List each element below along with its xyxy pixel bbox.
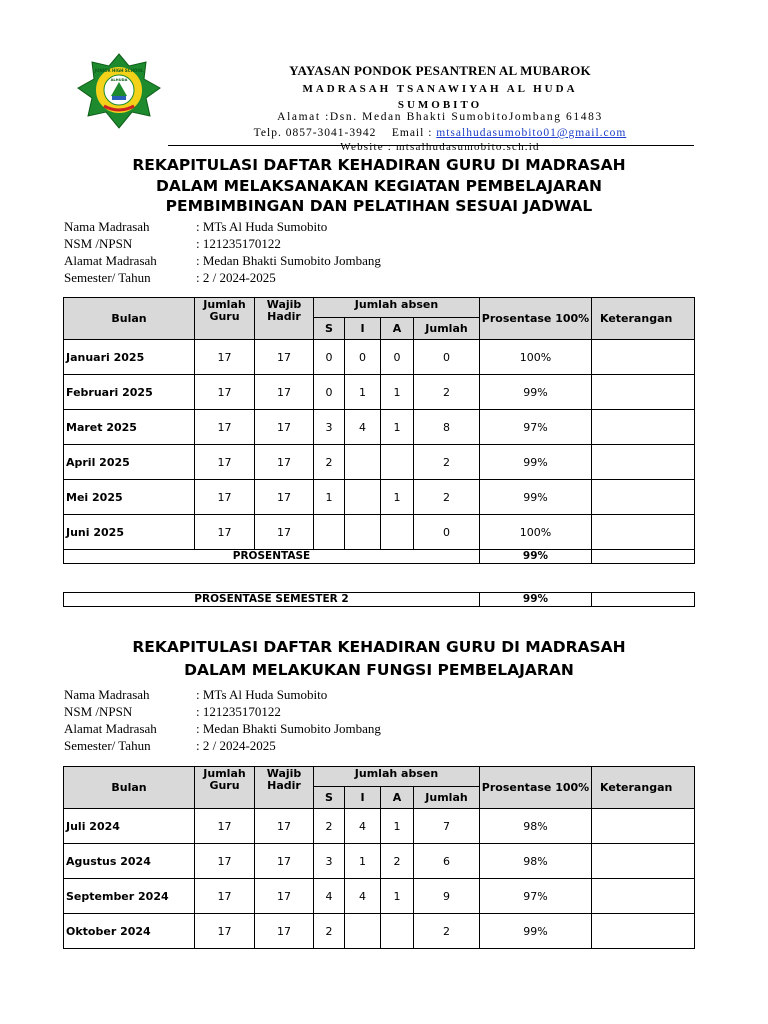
header-jumlah-guru: Jumlah Guru — [195, 767, 255, 809]
header-keterangan: Keterangan — [592, 767, 695, 809]
cell-jumlah: 0 — [414, 340, 480, 375]
header-bulan: Bulan — [64, 767, 195, 809]
cell-guru: 17 — [195, 879, 255, 914]
cell-bulan: Januari 2025 — [64, 340, 195, 375]
cell-bulan: Mei 2025 — [64, 480, 195, 515]
cell-keterangan — [592, 445, 695, 480]
info-label: NSM /NPSN — [64, 704, 133, 719]
info-label: Alamat Madrasah — [64, 253, 157, 268]
cell-a — [381, 445, 414, 480]
section1-title-line3: PEMBIMBINGAN DAN PELATIHAN SESUAI JADWAL — [165, 197, 593, 215]
info-value: : MTs Al Huda Sumobito — [196, 219, 328, 234]
info-value: : 2 / 2024-2025 — [196, 270, 276, 285]
info-value: : MTs Al Huda Sumobito — [196, 687, 328, 702]
footer-prosentase-value: 99% — [480, 550, 592, 564]
table-row — [64, 844, 695, 879]
contact-line — [200, 127, 680, 139]
header-wajib-hadir: Wajib Hadir — [255, 298, 314, 340]
info-label: NSM /NPSN — [64, 236, 133, 251]
cell-prosentase: 99% — [480, 914, 592, 949]
cell-i: 4 — [345, 879, 381, 914]
yayasan-name: YAYASAN PONDOK PESANTREN AL MUBAROK — [289, 63, 591, 78]
cell-wajib: 17 — [255, 879, 314, 914]
cell-prosentase: 99% — [480, 375, 592, 410]
cell-a: 1 — [381, 480, 414, 515]
cell-s: 1 — [314, 480, 345, 515]
madrasah-name-line2: SUMOBITO — [397, 99, 483, 111]
cell-i: 4 — [345, 410, 381, 445]
cell-jumlah: 2 — [414, 375, 480, 410]
cell-a: 1 — [381, 879, 414, 914]
cell-s: 0 — [314, 340, 345, 375]
cell-wajib: 17 — [255, 844, 314, 879]
cell-i: 0 — [345, 340, 381, 375]
school-logo — [74, 52, 164, 132]
cell-s: 4 — [314, 879, 345, 914]
cell-guru: 17 — [195, 515, 255, 550]
cell-prosentase: 99% — [480, 445, 592, 480]
cell-i — [345, 480, 381, 515]
website: Website : mtsalhudasumobito.sch.id — [340, 141, 540, 153]
semester-keterangan — [592, 593, 695, 607]
cell-s: 3 — [314, 410, 345, 445]
cell-wajib: 17 — [255, 480, 314, 515]
footer-keterangan — [592, 550, 695, 564]
address: Alamat :Dsn. Medan Bhakti SumobitoJombang 61483 — [277, 111, 603, 123]
cell-keterangan — [592, 340, 695, 375]
info-value: : 121235170122 — [196, 704, 281, 719]
header-wajib-hadir: Wajib Hadir — [255, 767, 314, 809]
cell-bulan: Oktober 2024 — [64, 914, 195, 949]
cell-prosentase: 100% — [480, 515, 592, 550]
info-value: : 121235170122 — [196, 236, 281, 251]
cell-keterangan — [592, 375, 695, 410]
cell-guru: 17 — [195, 844, 255, 879]
table-row — [64, 445, 695, 480]
cell-s: 2 — [314, 914, 345, 949]
section2-info — [64, 686, 381, 754]
cell-bulan: September 2024 — [64, 879, 195, 914]
cell-a: 2 — [381, 844, 414, 879]
cell-bulan: Maret 2025 — [64, 410, 195, 445]
table-row — [64, 410, 695, 445]
cell-wajib: 17 — [255, 515, 314, 550]
cell-wajib: 17 — [255, 809, 314, 844]
cell-keterangan — [592, 844, 695, 879]
madrasah-name — [200, 81, 680, 113]
cell-keterangan — [592, 809, 695, 844]
cell-jumlah: 2 — [414, 480, 480, 515]
cell-a: 1 — [381, 410, 414, 445]
section1-table — [63, 297, 695, 564]
cell-jumlah: 8 — [414, 410, 480, 445]
header-a: A — [381, 318, 414, 340]
cell-prosentase: 97% — [480, 879, 592, 914]
table-footer-row — [64, 550, 695, 564]
info-value: : Medan Bhakti Sumobito Jombang — [196, 253, 381, 268]
cell-bulan: Agustus 2024 — [64, 844, 195, 879]
cell-jumlah: 9 — [414, 879, 480, 914]
cell-keterangan — [592, 515, 695, 550]
header-i: I — [345, 787, 381, 809]
header-keterangan: Keterangan — [592, 298, 695, 340]
cell-keterangan — [592, 914, 695, 949]
logo-text: JUNIOR HIGH SCHOOL — [94, 68, 144, 73]
table-row — [64, 914, 695, 949]
header-prosentase: Prosentase 100% — [480, 298, 592, 340]
header-prosentase: Prosentase 100% — [480, 767, 592, 809]
cell-a: 0 — [381, 340, 414, 375]
cell-jumlah: 2 — [414, 445, 480, 480]
cell-bulan: Juli 2024 — [64, 809, 195, 844]
header-s: S — [314, 787, 345, 809]
info-label: Nama Madrasah — [64, 687, 150, 702]
section2-title-line2: DALAM MELAKUKAN FUNGSI PEMBELAJARAN — [184, 661, 574, 679]
header-jumlah-absen: Jumlah absen — [314, 298, 480, 318]
header-jumlah: Jumlah — [414, 318, 480, 340]
cell-s: 2 — [314, 809, 345, 844]
section1-info — [64, 218, 381, 286]
cell-jumlah: 0 — [414, 515, 480, 550]
madrasah-name-line1: MADRASAH TSANAWIYAH AL HUDA — [302, 83, 578, 95]
cell-wajib: 17 — [255, 445, 314, 480]
cell-s: 3 — [314, 844, 345, 879]
cell-wajib: 17 — [255, 375, 314, 410]
table-row — [64, 879, 695, 914]
cell-jumlah: 6 — [414, 844, 480, 879]
section2-table — [63, 766, 695, 949]
info-label: Semester/ Tahun — [64, 270, 151, 285]
semester-value: 99% — [480, 593, 592, 607]
cell-i: 1 — [345, 375, 381, 410]
cell-guru: 17 — [195, 809, 255, 844]
cell-prosentase: 100% — [480, 340, 592, 375]
table-row — [64, 515, 695, 550]
cell-i — [345, 515, 381, 550]
cell-jumlah: 7 — [414, 809, 480, 844]
table-row — [64, 480, 695, 515]
email-label: Email : — [391, 127, 433, 139]
info-value: : Medan Bhakti Sumobito Jombang — [196, 721, 381, 736]
info-label: Nama Madrasah — [64, 219, 150, 234]
info-value: : 2 / 2024-2025 — [196, 738, 276, 753]
header-jumlah-absen: Jumlah absen — [314, 767, 480, 787]
logo-name: ALHUDA — [110, 78, 128, 82]
section2-title-line1: REKAPITULASI DAFTAR KEHADIRAN GURU DI MADRASAH — [132, 638, 626, 656]
cell-prosentase: 97% — [480, 410, 592, 445]
cell-wajib: 17 — [255, 914, 314, 949]
cell-wajib: 17 — [255, 340, 314, 375]
cell-prosentase: 98% — [480, 809, 592, 844]
header-bulan: Bulan — [64, 298, 195, 340]
section1-title-line2: DALAM MELAKSANAKAN KEGIATAN PEMBELAJARAN — [156, 177, 602, 195]
info-label: Alamat Madrasah — [64, 721, 157, 736]
cell-jumlah: 2 — [414, 914, 480, 949]
cell-wajib: 17 — [255, 410, 314, 445]
letterhead-divider — [168, 145, 694, 146]
cell-guru: 17 — [195, 340, 255, 375]
cell-guru: 17 — [195, 480, 255, 515]
header-jumlah: Jumlah — [414, 787, 480, 809]
cell-i: 1 — [345, 844, 381, 879]
header-jumlah-guru: Jumlah Guru — [195, 298, 255, 340]
info-label: Semester/ Tahun — [64, 738, 151, 753]
cell-prosentase: 99% — [480, 480, 592, 515]
table-row — [64, 375, 695, 410]
cell-keterangan — [592, 480, 695, 515]
cell-s: 2 — [314, 445, 345, 480]
cell-a — [381, 515, 414, 550]
cell-guru: 17 — [195, 914, 255, 949]
cell-a: 1 — [381, 809, 414, 844]
cell-bulan: April 2025 — [64, 445, 195, 480]
footer-prosentase-label: PROSENTASE — [64, 550, 480, 564]
cell-i — [345, 914, 381, 949]
cell-s: 0 — [314, 375, 345, 410]
email-link[interactable]: mtsalhudasumobito01@gmail.com — [436, 127, 627, 139]
cell-a — [381, 914, 414, 949]
cell-guru: 17 — [195, 375, 255, 410]
cell-a: 1 — [381, 375, 414, 410]
semester-table — [63, 592, 695, 607]
cell-bulan: Juni 2025 — [64, 515, 195, 550]
phone: Telp. 0857-3041-3942 — [253, 127, 377, 139]
cell-bulan: Februari 2025 — [64, 375, 195, 410]
cell-guru: 17 — [195, 445, 255, 480]
table-row — [64, 809, 695, 844]
header-i: I — [345, 318, 381, 340]
header-s: S — [314, 318, 345, 340]
cell-keterangan — [592, 410, 695, 445]
cell-keterangan — [592, 879, 695, 914]
semester-label: PROSENTASE SEMESTER 2 — [64, 593, 480, 607]
cell-guru: 17 — [195, 410, 255, 445]
cell-i: 4 — [345, 809, 381, 844]
section1-title-line1: REKAPITULASI DAFTAR KEHADIRAN GURU DI MADRASAH — [132, 156, 626, 174]
header-a: A — [381, 787, 414, 809]
cell-prosentase: 98% — [480, 844, 592, 879]
table-row — [64, 340, 695, 375]
cell-i — [345, 445, 381, 480]
cell-s — [314, 515, 345, 550]
